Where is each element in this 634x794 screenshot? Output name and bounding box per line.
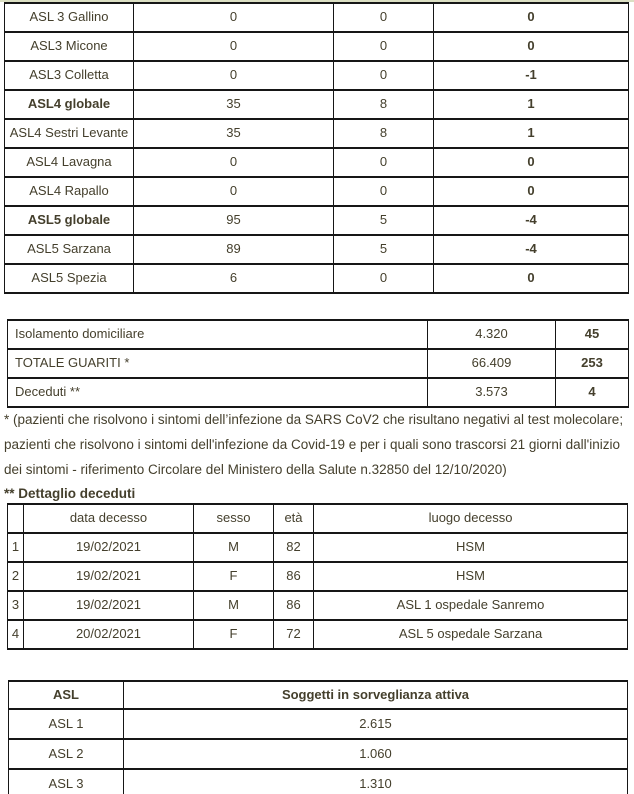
delta-cell: 0 [434,148,629,177]
value-cell: 89 [134,235,334,264]
delta-cell: 0 [434,177,629,206]
table-row [9,709,628,739]
value-cell: 0 [134,61,334,90]
delta-cell: 1 [434,119,629,148]
death-date-cell: 19/02/2021 [24,533,194,562]
asl-name-cell: ASL4 Rapallo [5,177,134,206]
table-row [8,378,629,407]
asl-name-cell: ASL 2 [9,739,124,769]
value-cell: 3.573 [428,378,556,407]
table-header-row [8,504,628,533]
asl-name-cell: ASL3 Colletta [5,61,134,90]
delta-cell: -4 [434,235,629,264]
value-cell: 0 [334,148,434,177]
subjects-value-cell: 1.310 [124,769,628,794]
sex-header-cell: sesso [194,504,274,533]
value-cell: 5 [334,206,434,235]
table-row [5,235,629,264]
top-cropped-strip [0,0,634,2]
table-row [5,264,629,293]
table-row [9,769,628,794]
value-cell: 0 [134,177,334,206]
value-cell: 0 [134,32,334,61]
value-cell: 0 [334,61,434,90]
table-row [9,739,628,769]
table-row [8,620,628,649]
value-cell: 0 [334,32,434,61]
death-place-header-cell: luogo decesso [314,504,628,533]
value-cell: 66.409 [428,349,556,378]
table-row [8,349,629,378]
death-date-cell: 19/02/2021 [24,562,194,591]
subjects-header-cell: Soggetti in sorveglianza attiva [124,681,628,709]
delta-cell: 253 [556,349,629,378]
value-cell: 8 [334,119,434,148]
value-cell: 5 [334,235,434,264]
summary-table [7,319,629,408]
death-place-cell: HSM [314,562,628,591]
table-row [8,320,629,349]
age-cell: 72 [274,620,314,649]
asl-header-cell: ASL [9,681,124,709]
row-number-cell: 1 [8,533,24,562]
table-row [5,148,629,177]
delta-cell: 0 [434,3,629,32]
asl-name-cell: ASL4 Lavagna [5,148,134,177]
recovered-footnote: * (pazienti che risolvono i sintomi dell’infezione da SARS CoV2 che risultano negativi al test molecolare; pazienti che risolvono i sintomi dell'infezione da Covid-19 e per i quali sono trascorsi 21 giorni dall'inizio dei sintomi - riferimento Circolare del Ministero della Salute n.32850 del 12/10/2020) [4,412,624,477]
subjects-value-cell: 2.615 [124,709,628,739]
death-place-cell: ASL 1 ospedale Sanremo [314,591,628,620]
summary-label-cell: Deceduti ** [8,378,428,407]
asl-name-cell: ASL5 Spezia [5,264,134,293]
asl-cases-table [4,0,629,294]
death-date-cell: 20/02/2021 [24,620,194,649]
death-date-cell: 19/02/2021 [24,591,194,620]
row-number-cell: 2 [8,562,24,591]
table-row [5,61,629,90]
subjects-value-cell: 1.060 [124,739,628,769]
value-cell: 95 [134,206,334,235]
delta-cell: -4 [434,206,629,235]
surveillance-table [8,680,628,794]
asl-name-cell: ASL 1 [9,709,124,739]
table-row [5,206,629,235]
death-place-cell: ASL 5 ospedale Sarzana [314,620,628,649]
asl-name-cell: ASL5 Sarzana [5,235,134,264]
asl-name-cell: ASL4 globale [5,90,134,119]
value-cell: 0 [134,148,334,177]
deaths-detail-table [7,503,628,650]
value-cell: 0 [134,3,334,32]
sex-cell: M [194,533,274,562]
asl-name-cell: ASL4 Sestri Levante [5,119,134,148]
table-row [5,119,629,148]
age-cell: 86 [274,562,314,591]
value-cell: 0 [334,177,434,206]
death-place-cell: HSM [314,533,628,562]
value-cell: 35 [134,90,334,119]
asl-name-cell: ASL 3 [9,769,124,794]
row-number-cell: 3 [8,591,24,620]
table-row [8,562,628,591]
table-row [5,3,629,32]
sex-cell: M [194,591,274,620]
table-header-row [9,681,628,709]
sex-cell: F [194,562,274,591]
table-row [8,591,628,620]
table-row [5,90,629,119]
delta-cell: -1 [434,61,629,90]
age-cell: 86 [274,591,314,620]
value-cell: 0 [334,264,434,293]
delta-cell: 0 [434,264,629,293]
value-cell: 35 [134,119,334,148]
asl-name-cell: ASL 3 Gallino [5,3,134,32]
age-cell: 82 [274,533,314,562]
value-cell: 0 [334,3,434,32]
delta-cell: 4 [556,378,629,407]
table-row [5,32,629,61]
value-cell: 4.320 [428,320,556,349]
table-row [5,177,629,206]
row-number-cell: 4 [8,620,24,649]
asl-name-cell: ASL3 Micone [5,32,134,61]
value-cell: 8 [334,90,434,119]
deaths-detail-heading: ** Dettaglio deceduti [4,486,136,501]
delta-cell: 45 [556,320,629,349]
death-date-header-cell: data decesso [24,504,194,533]
table-row [8,533,628,562]
summary-label-cell: TOTALE GUARITI * [8,349,428,378]
delta-cell: 1 [434,90,629,119]
sex-cell: F [194,620,274,649]
summary-label-cell: Isolamento domiciliare [8,320,428,349]
delta-cell: 0 [434,32,629,61]
value-cell: 6 [134,264,334,293]
row-number-header-cell [8,504,24,533]
age-header-cell: età [274,504,314,533]
asl-name-cell: ASL5 globale [5,206,134,235]
